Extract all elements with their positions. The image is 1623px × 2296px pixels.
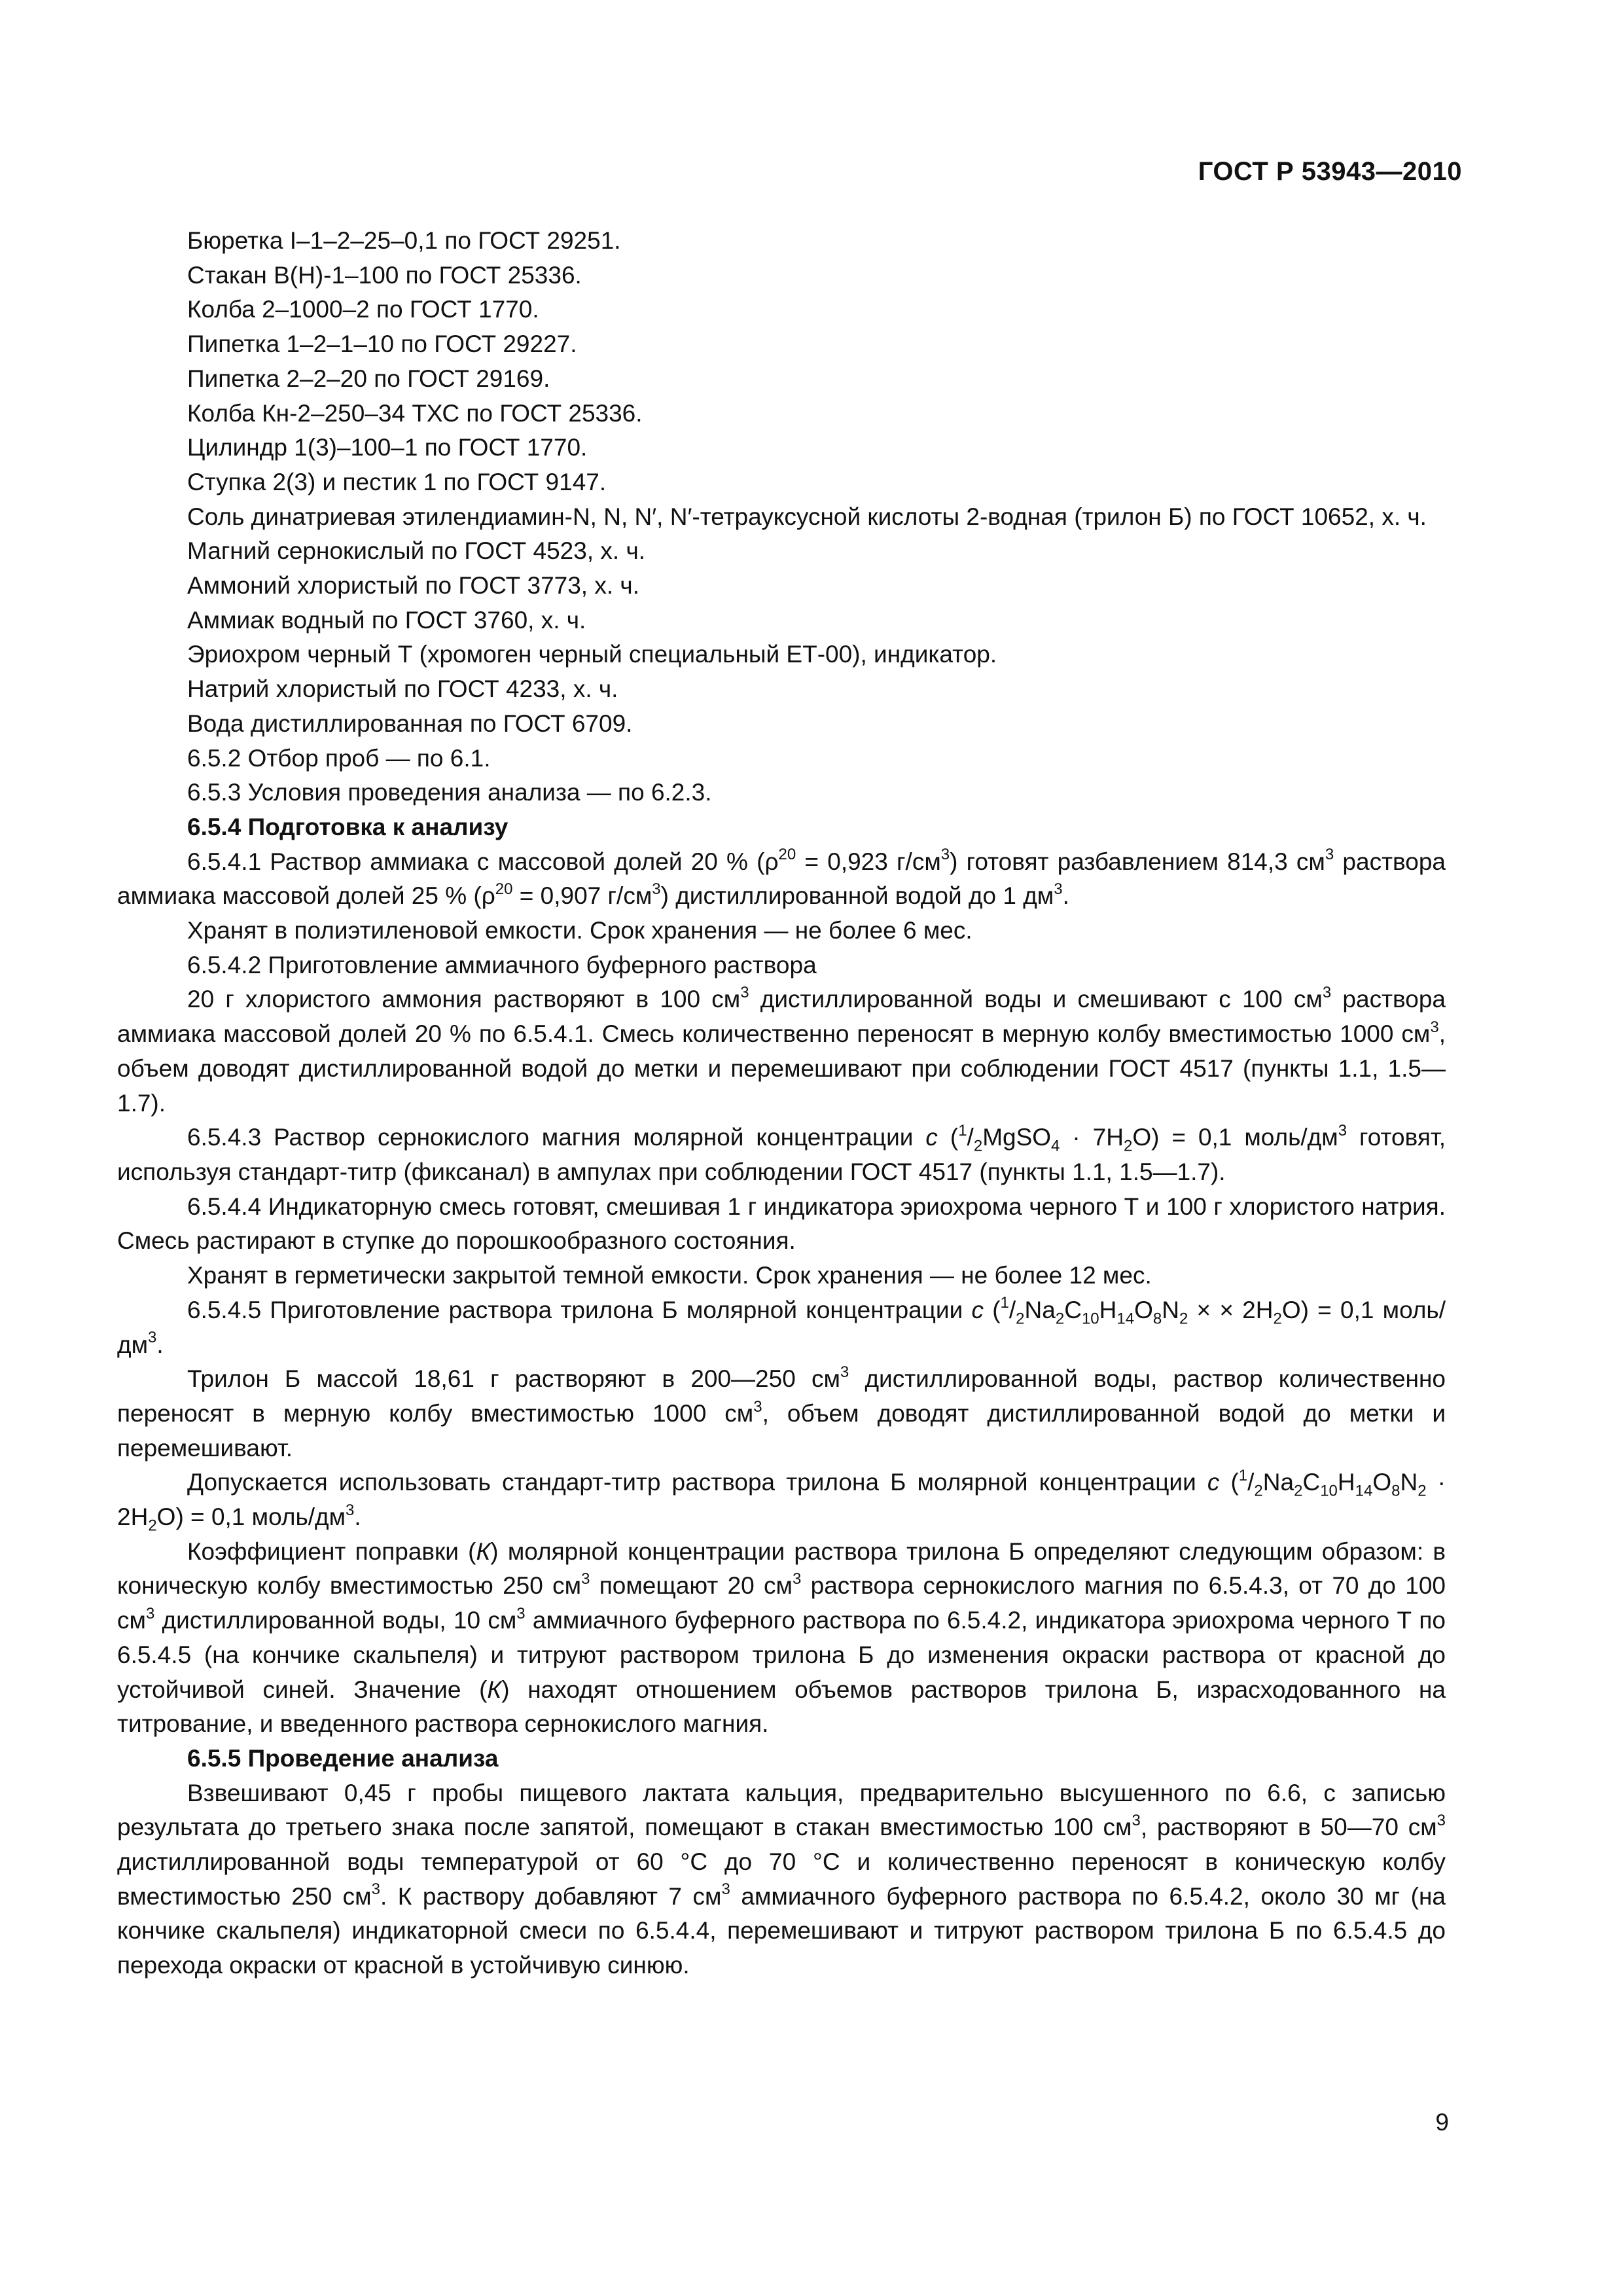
clause-6-5-2: 6.5.2 Отбор проб — по 6.1. — [187, 744, 491, 772]
clause-6-5-4-5: 6.5.4.5 Приготовление раствора трилона Б молярной концентрации c ($^1/_2Na_2C_{10}H_{14}O_8N_2$ × × $2H_2O) = 0,1$ моль/$дм^3$. — [117, 1294, 1446, 1358]
clause-6-5-4-2: 6.5.4.2 Приготовление аммиачного буферного раствора — [187, 951, 817, 978]
reagent-item: Вода дистиллированная по ГОСТ 6709. — [187, 709, 633, 737]
reagent-item: Аммоний хлористый по ГОСТ 3773, х. ч. — [187, 572, 639, 600]
equipment-item: Пипетка 1–2–1–10 по ГОСТ 29227. — [187, 331, 577, 358]
reagent-item: Эриохром черный Т (хромоген черный специальный ЕТ-00), индикатор. — [187, 641, 997, 668]
standard-titr-note: Допускается использовать стандарт-титр раствора трилона Б молярной концентрации c $(^1/_2Na_2C_{10}H_{14}O_8N_2 \cdot 2H_2O) = 0,1$ моль/$дм^3$. — [117, 1466, 1446, 1535]
storage-note: Хранят в полиэтиленовой емкости. Срок хранения — не более 6 мес. — [187, 917, 972, 944]
equipment-item: Стакан В(Н)-1–100 по ГОСТ 25336. — [187, 261, 582, 289]
trilon-procedure: Трилон Б массой 18,61 г растворяют в 200—250 $см^3$ дистиллированной воды, раствор количественно переносят в мерную колбу вместимостью 1000 $см^3$, объем доводят дистиллированной водой до метки и перемешивают. — [117, 1363, 1446, 1462]
correction-factor-procedure: Коэффициент поправки (К) молярной концентрации раствора трилона Б определяют следующим образом: в коническую колбу вместимостью 250 $см^3$ помещают 20 $см^3$ раствора сернокислого магния по 6.5.4.3, от 70 до 100 $см^3$ дистиллированной воды, 10 $см^3$ аммиачного буферного раствора по 6.5.4.2, индикатора эриохрома черного Т по 6.5.4.5 (на кончике скальпеля) и титруют раствором трилона Б до изменения окраски раствора от красной до устойчивой синей. Значение (К) находят отношением объемов растворов трилона Б, израсходованного на титрование, и введенного раствора сернокислого магния. — [117, 1537, 1446, 1738]
standard-designation: ГОСТ Р 53943—2010 — [1198, 157, 1462, 186]
equipment-item: Ступка 2(3) и пестик 1 по ГОСТ 9147. — [187, 468, 607, 495]
page-number: 9 — [1435, 2109, 1449, 2136]
section-heading-6-5-4: 6.5.4 Подготовка к анализу — [187, 813, 508, 840]
clause-6-5-3: 6.5.3 Условия проведения анализа — по 6.2.3. — [187, 779, 712, 806]
reagent-item: Аммиак водный по ГОСТ 3760, х. ч. — [187, 606, 586, 634]
clause-6-5-4-4: 6.5.4.4 Индикаторную смесь готовят, смешивая 1 г индикатора эриохрома черного Т и 100 г хлористого натрия. Смесь растирают в ступке до порошкообразного состояния. — [117, 1193, 1446, 1255]
analysis-procedure: Взвешивают 0,45 г пробы пищевого лактата кальция, предварительно высушенного по 6.6, с записью результата до третьего знака после запятой, помещают в стакан вместимостью 100 $см^3$, растворяют в 50—70 $см^3$ дистиллированной воды температурой от 60 °С до 70 °С и количественно переносят в коническую колбу вместимостью 250 $см^3$. К раствору добавляют 7 $см^3$ аммиачного буферного раствора по 6.5.4.2, около 30 мг (на кончике скальпеля) индикаторной смеси по 6.5.4.4, перемешивают и титруют раствором трилона Б по 6.5.4.5 до перехода окраски от красной в устойчивую синюю. — [117, 1779, 1446, 1979]
reagent-item: Соль динатриевая этилендиамин-N, N, N′, N′-тетрауксусной кислоты 2-водная (трилон Б) по ГОСТ 10652, х. ч. — [187, 503, 1427, 530]
equipment-item: Пипетка 2–2–20 по ГОСТ 29169. — [187, 365, 550, 392]
reagent-item: Натрий хлористый по ГОСТ 4233, х. ч. — [187, 675, 618, 703]
document-body — [117, 224, 1446, 1983]
equipment-item: Колба Кн-2–250–34 ТХС по ГОСТ 25336. — [187, 399, 643, 427]
clause-6-5-4-3: 6.5.4.3 Раствор сернокислого магния молярной концентрации c $(^1/_2MgSO_4 \cdot 7H_2O) = 0,1$ моль/$дм^3$ готовят, используя стандарт-титр (фиксанал) в ампулах при соблюдении ГОСТ 4517 (пункты 1.1, 1.5—1.7). — [117, 1121, 1446, 1185]
section-heading-6-5-5: 6.5.5 Проведение анализа — [187, 1744, 499, 1772]
equipment-item: Колба 2–1000–2 по ГОСТ 1770. — [187, 296, 539, 323]
equipment-item: Бюретка I–1–2–25–0,1 по ГОСТ 29251. — [187, 227, 621, 254]
storage-note: Хранят в герметически закрытой темной емкости. Срок хранения — не более 12 мес. — [187, 1262, 1152, 1289]
clause-6-5-4-1: 6.5.4.1 Раствор аммиака с массовой долей 20 % ($\rho^{20} = 0,923$ $г/см^3$) готовят разбавлением 814,3 $см^3$ раствора аммиака массовой долей 25 % ($\rho^{20} = 0,907$ $г/см^3$) дистиллированной водой до 1 $дм^3$. — [117, 846, 1446, 910]
equipment-item: Цилиндр 1(3)–100–1 по ГОСТ 1770. — [187, 434, 588, 461]
buffer-procedure: 20 г хлористого аммония растворяют в 100 $см^3$ дистиллированной воды и смешивают с 100 $см^3$ раствора аммиака массовой долей 20 % по 6.5.4.1. Смесь количественно переносят в мерную колбу вместимостью 1000 $см^3$, объем доводят дистиллированной водой до метки и перемешивают при соблюдении ГОСТ 4517 (пункты 1.1, 1.5—1.7). — [117, 984, 1446, 1117]
reagent-item: Магний сернокислый по ГОСТ 4523, х. ч. — [187, 537, 646, 565]
